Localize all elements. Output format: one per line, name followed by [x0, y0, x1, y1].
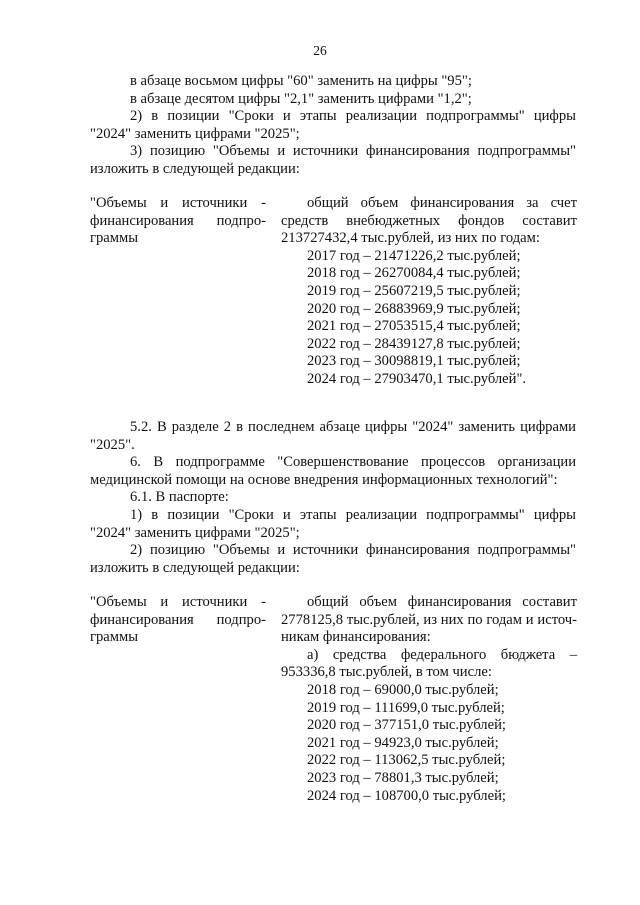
year-line: 2019 год – 25607219,5 тыс.рублей; — [307, 282, 521, 299]
paragraph: 2) позицию "Объемы и источники финансирования подпрограммы" изложить в следующей редакции: — [90, 542, 576, 576]
page-number: 26 — [313, 43, 327, 58]
year-line: 2023 год – 30098819,1 тыс.рублей; — [307, 353, 521, 370]
year-line: 2020 год – 26883969,9 тыс.рублей; — [307, 300, 521, 317]
year-line: 2017 год – 21471226,2 тыс.рублей; — [307, 247, 521, 264]
table-left-cell: "Объемы и источники - финансирования подпро-граммы — [90, 594, 266, 646]
funding-intro: общий объем финансирования составит 2778125,8 тыс.рублей, из них по годам и источ-никам финансирования: — [281, 594, 577, 646]
paragraph: в абзаце восьмом цифры "60" заменить на цифры "95"; — [130, 73, 472, 89]
year-line: 2019 год – 111699,0 тыс.рублей; — [307, 699, 505, 716]
paragraph: в абзаце десятом цифры "2,1" заменить цифрами "1,2"; — [130, 90, 472, 107]
table-right-cell — [281, 195, 577, 389]
year-line: 2024 год – 27903470,1 тыс.рублей". — [307, 370, 527, 387]
paragraph: 6. В подпрограмме "Совершенствование процессов организации медицинской помощи на основе внедрения информационных технологий": — [90, 454, 576, 488]
year-line: 2021 год – 94923,0 тыс.рублей; — [307, 734, 499, 751]
year-line: 2021 год – 27053515,4 тыс.рублей; — [307, 318, 521, 335]
amendment-section-b — [90, 419, 576, 577]
year-line: 2022 год – 113062,5 тыс.рублей; — [307, 752, 506, 769]
year-line: 2022 год – 28439127,8 тыс.рублей; — [307, 335, 521, 352]
year-line: 2020 год – 377151,0 тыс.рублей; — [307, 717, 506, 734]
paragraph: 5.2. В разделе 2 в последнем абзаце цифры "2024" заменить цифрами "2025". — [90, 419, 576, 453]
year-line: 2023 год – 78801,3 тыс.рублей; — [307, 769, 499, 786]
year-line: 2024 год – 108700,0 тыс.рублей; — [307, 787, 506, 804]
paragraph: 6.1. В паспорте: — [130, 489, 229, 506]
paragraph: 2) в позиции "Сроки и этапы реализации подпрограммы" цифры "2024" заменить цифрами "2025"; — [90, 108, 576, 142]
table-left-cell: "Объемы и источники - финансирования подпро-граммы — [90, 195, 266, 247]
amendment-section-a — [90, 73, 576, 179]
funding-intro: общий объем финансирования за счет средств внебюджетных фондов составит 213727432,4 тыс.рублей, из них по годам: — [281, 195, 577, 247]
table-right-cell — [281, 594, 577, 805]
paragraph: 3) позицию "Объемы и источники финансирования подпрограммы" изложить в следующей редакции: — [90, 143, 576, 177]
federal-budget-amount: 953336,8 тыс.рублей, в том числе: — [281, 664, 492, 681]
year-line: 2018 год – 26270084,4 тыс.рублей; — [307, 265, 521, 282]
year-line: 2018 год – 69000,0 тыс.рублей; — [307, 681, 499, 698]
federal-budget-line: а) средства федерального бюджета – — [307, 646, 577, 663]
paragraph: 1) в позиции "Сроки и этапы реализации подпрограммы" цифры "2024" заменить цифрами "2025"; — [90, 506, 576, 541]
